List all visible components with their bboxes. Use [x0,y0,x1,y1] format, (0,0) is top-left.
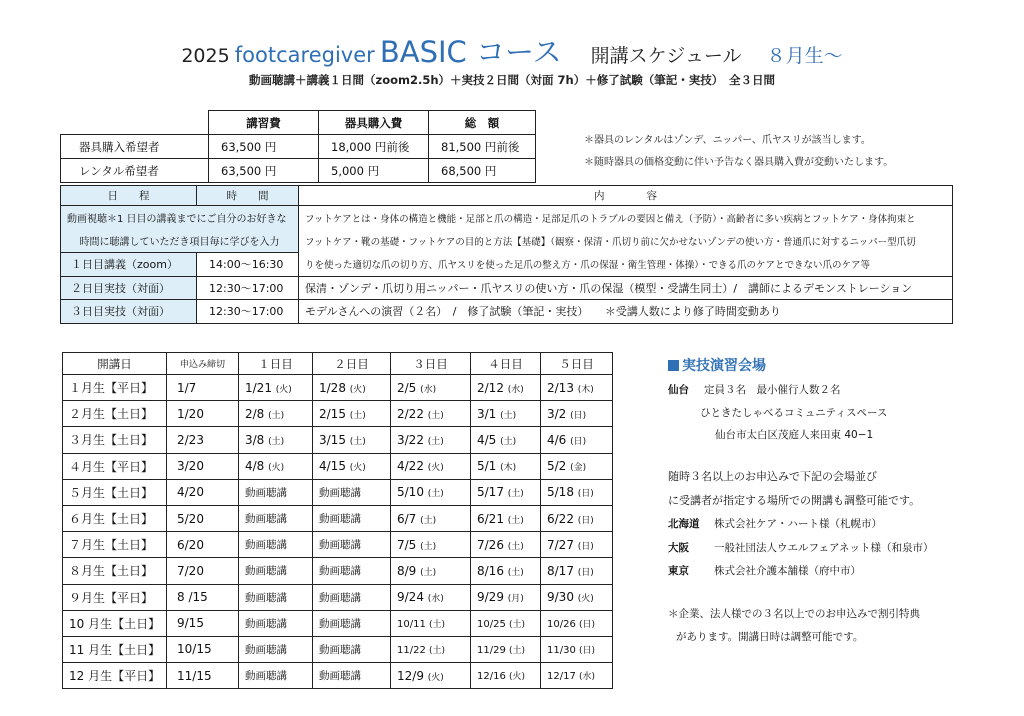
calendar-row [63,453,613,479]
calendar-weekday: (土) [500,410,517,421]
calendar-online-cell: 動画聴講 [313,610,391,636]
price-row [61,135,536,159]
calendar-online-cell: 動画聴講 [313,558,391,584]
day1-time: 14:00〜16:30 [197,253,299,277]
calendar-row [63,505,613,531]
calendar-generation: ７月生【土日】 [63,532,167,558]
calendar-weekday: (木) [577,384,594,395]
calendar-date: 2/15 [319,406,346,421]
calendar-weekday: (日) [577,541,594,552]
calendar-date-cell [239,375,313,401]
calendar-date-cell [313,401,391,427]
calendar-online-cell: 動画聴講 [239,505,313,531]
place-hokkaido [668,516,882,531]
calendar-header-day1: １日目 [239,353,313,375]
calendar-generation: ９月生【平日】 [63,584,167,610]
calendar-weekday: (土) [500,436,517,447]
calendar-header-start: 開講日 [63,353,167,375]
calendar-date-cell [391,558,471,584]
calendar-date-cell [391,584,471,610]
calendar-generation: 11 月生【土日】 [63,636,167,662]
day2-time: 12:30〜17:00 [197,276,299,300]
calendar-deadline: 8 /15 [167,584,239,610]
place-osaka [668,540,934,555]
extra-note-line1: 随時３名以上のお申込みで下記の会場並び [668,470,877,483]
calendar-date-cell [471,636,541,662]
calendar-weekday: (土) [507,541,524,552]
calendar-online-cell: 動画聴講 [239,479,313,505]
calendar-date-cell [391,375,471,401]
calendar-date-cell [391,636,471,662]
content-line: フットケア・靴の基礎・フットケアの目的と方法【基礎】（観察・保清・爪切り前に欠かせないゾンデの使い方・普通爪に対するニッパー型爪切 [299,229,953,253]
calendar-date-cell [313,375,391,401]
calendar-date-cell [471,584,541,610]
calendar-generation: ４月生【平日】 [63,453,167,479]
calendar-deadline: 9/15 [167,610,239,636]
price-note: ＊随時器具の価格変動に伴い予告なく器具購入費が変動いたします。 [584,157,894,168]
calendar-weekday: (土) [427,489,444,500]
calendar-date: 3/22 [397,432,424,447]
calendar-date: 4/22 [397,459,424,474]
calendar-date: 3/15 [319,432,346,447]
calendar-generation: 12 月生【平日】 [63,663,167,689]
schedule-table [60,185,953,324]
calendar-date: 8/9 [397,563,417,578]
calendar-row [63,532,613,558]
sendai-address: 仙台市太白区茂庭人来田東 40−1 [715,429,874,441]
calendar-date-cell [541,401,613,427]
calendar-weekday: (土) [268,436,285,447]
price-row-total: 68,500 円 [429,159,536,183]
calendar-weekday: (火) [427,672,444,683]
calendar-date: 11/22 [397,644,426,656]
calendar-weekday: (土) [507,567,524,578]
calendar-date: 3/8 [245,432,265,447]
calendar-date: 2/22 [397,406,424,421]
calendar-date: 2/8 [245,406,265,421]
price-row-fee: 63,500 円 [209,135,319,159]
sendai-city: 仙台 [668,384,689,396]
calendar-weekday: (日) [577,515,594,526]
place-city: 東京 [668,565,689,577]
calendar-date: 8/16 [477,563,504,578]
calendar-date: 9/30 [547,590,574,605]
calendar-weekday: (火) [427,463,444,474]
place-name: 株式会社介護本舗様（府中市） [714,565,861,577]
calendar-date: 9/24 [397,590,424,605]
calendar-date: 2/13 [547,380,574,395]
title-course: BASIC コース [379,35,562,69]
corporate-note-line2: があります。開講日時は調整可能です。 [676,631,864,643]
calendar-row [63,584,613,610]
calendar-weekday: (日) [577,567,594,578]
calendar-weekday: (火) [509,672,526,683]
calendar-weekday: (水) [579,672,596,683]
calendar-date: 6/22 [547,511,574,526]
calendar-date-cell [471,479,541,505]
venue-heading-text: 実技演習会場 [682,358,766,374]
calendar-date: 10/25 [477,618,506,630]
calendar-weekday: (土) [349,410,366,421]
calendar-weekday: (火) [275,384,292,395]
calendar-date: 1/21 [245,380,272,395]
calendar-date: 2/5 [397,380,417,395]
title-year: 2025 [181,45,230,67]
calendar-weekday: (土) [427,436,444,447]
calendar-date-cell [471,453,541,479]
calendar-date-cell [541,505,613,531]
calendar-online-cell: 動画聴講 [313,663,391,689]
calendar-date-cell [471,375,541,401]
calendar-row [63,479,613,505]
calendar-online-cell: 動画聴講 [239,584,313,610]
price-row-total: 81,500 円前後 [429,135,536,159]
sendai-line [668,382,841,397]
title-generation: ８月生〜 [766,45,843,67]
calendar-date-cell [541,558,613,584]
price-row-equip: 5,000 円 [319,159,429,183]
calendar-weekday: (日) [570,436,587,447]
price-notes [584,130,893,174]
calendar-table [62,352,613,689]
calendar-date-cell [471,505,541,531]
calendar-date: 4/6 [547,432,567,447]
calendar-date: 5/1 [477,459,497,474]
calendar-date-cell [391,427,471,453]
calendar-weekday: (日) [579,645,596,656]
calendar-weekday: (火) [577,594,594,605]
calendar-date-cell [471,532,541,558]
calendar-date: 12/9 [397,668,424,683]
calendar-date-cell [391,401,471,427]
calendar-weekday: (土) [507,489,524,500]
calendar-date: 6/21 [477,511,504,526]
calendar-online-cell: 動画聴講 [239,532,313,558]
calendar-online-cell: 動画聴講 [313,479,391,505]
calendar-date-cell [391,663,471,689]
calendar-weekday: (土) [420,567,437,578]
price-row-equip: 18,000 円前後 [319,135,429,159]
calendar-weekday: (土) [420,541,437,552]
calendar-weekday: (土) [420,515,437,526]
calendar-generation: 10 月生【土日】 [63,610,167,636]
calendar-online-cell: 動画聴講 [313,505,391,531]
schedule-header-date: 日 程 [61,186,197,206]
calendar-deadline: 6/20 [167,532,239,558]
place-city: 大阪 [668,542,689,554]
calendar-header-deadline: 申込み締切 [167,353,239,375]
calendar-online-cell: 動画聴講 [239,663,313,689]
calendar-row [63,610,613,636]
calendar-date: 7/26 [477,537,504,552]
content-line: フットケアとは・身体の構造と機能・足部と爪の構造・足部足爪のトラブルの要因と備え（予防）・高齢者に多い疾病とフットケア・身体拘束と [299,206,953,230]
calendar-date: 5/2 [547,459,567,474]
video-note-line1: 動画視聴＊1 日目の講義までにご自分のお好きな [61,206,299,230]
calendar-date-cell [541,636,613,662]
price-header-fee: 講習費 [209,111,319,135]
calendar-date: 11/30 [547,644,576,656]
day1-label: １日目講義（zoom） [61,253,197,277]
square-bullet-icon [668,360,679,371]
calendar-row [63,401,613,427]
calendar-row [63,636,613,662]
calendar-header-day5: ５日目 [541,353,613,375]
price-table [60,110,536,183]
calendar-date: 2/12 [477,380,504,395]
calendar-date-cell [239,401,313,427]
calendar-generation: ５月生【土日】 [63,479,167,505]
calendar-date: 5/17 [477,485,504,500]
calendar-date-cell [391,453,471,479]
calendar-date: 12/16 [477,671,506,683]
calendar-date-cell [471,558,541,584]
calendar-date: 4/5 [477,432,497,447]
calendar-online-cell: 動画聴講 [239,636,313,662]
calendar-date-cell [471,427,541,453]
schedule-header-content: 内 容 [299,186,953,206]
calendar-weekday: (金) [570,463,587,474]
calendar-date: 5/18 [547,485,574,500]
place-tokyo [668,563,861,578]
calendar-date-cell [391,532,471,558]
price-row-label: レンタル希望者 [61,159,209,183]
calendar-deadline: 3/20 [167,453,239,479]
price-row-fee: 63,500 円 [209,159,319,183]
price-header-blank [61,111,209,135]
calendar-weekday: (土) [349,436,366,447]
calendar-date: 10/26 [547,618,576,630]
calendar-deadline: 4/20 [167,479,239,505]
calendar-generation: ３月生【土日】 [63,427,167,453]
calendar-weekday: (日) [577,489,594,500]
calendar-weekday: (土) [509,619,526,630]
video-note-line2: 時間に聴講していただき項目毎に学びを入力 [61,229,299,253]
schedule-header-time: 時 間 [197,186,299,206]
calendar-row [63,558,613,584]
calendar-date: 4/8 [245,459,265,474]
calendar-weekday: (月) [507,594,524,605]
day2-content: 保清・ゾンデ・爪切り用ニッパー・爪ヤスリの使い方・爪の保湿（模型・受講生同士）/ 講師によるデモンストレーション [299,276,953,300]
calendar-date-cell [239,427,313,453]
calendar-deadline: 10/15 [167,636,239,662]
calendar-weekday: (火) [349,384,366,395]
calendar-date: 11/29 [477,644,506,656]
calendar-date-cell [541,427,613,453]
extra-note-line2: に受講者が指定する場所での開講も調整可能です。 [668,494,921,507]
price-note: ＊器具のレンタルはゾンデ、ニッパー、爪ヤスリが該当します。 [584,135,871,146]
calendar-deadline: 2/23 [167,427,239,453]
calendar-date-cell [541,610,613,636]
calendar-date: 10/11 [397,618,426,630]
title-schedule: 開講スケジュール [590,45,742,67]
calendar-online-cell: 動画聴講 [239,558,313,584]
content-line: りを使った適切な爪の切り方、爪ヤスリを使った足爪の整え方・爪の保湿・衛生管理・体操）・できる爪のケアとできない爪のケア等 [299,253,953,277]
day3-content: モデルさんへの演習（２名） / 修了試験（筆記・実技） ＊受講人数により修了時間変動あり [299,300,953,324]
calendar-date-cell [541,584,613,610]
price-header-equip: 器具購入費 [319,111,429,135]
calendar-online-cell: 動画聴講 [313,636,391,662]
calendar-header-day4: ４日目 [471,353,541,375]
place-name: 株式会社ケア・ハート様（札幌市） [714,518,882,530]
calendar-deadline: 7/20 [167,558,239,584]
venue-heading [668,355,766,375]
calendar-weekday: (土) [427,410,444,421]
calendar-weekday: (土) [509,645,526,656]
calendar-weekday: (日) [579,619,596,630]
calendar-date: 7/5 [397,537,417,552]
title-brand: footcaregiver [234,43,375,67]
calendar-row [63,427,613,453]
calendar-date: 4/15 [319,459,346,474]
calendar-generation: １月生【平日】 [63,375,167,401]
calendar-date: 12/17 [547,671,576,683]
calendar-weekday: (水) [427,594,444,605]
calendar-date: 7/27 [547,537,574,552]
calendar-date-cell [471,610,541,636]
calendar-date-cell [391,479,471,505]
calendar-row [63,663,613,689]
calendar-generation: ６月生【土日】 [63,505,167,531]
price-row [61,159,536,183]
calendar-weekday: (木) [500,463,517,474]
calendar-weekday: (土) [507,515,524,526]
calendar-date-cell [541,532,613,558]
calendar-date: 3/2 [547,406,567,421]
calendar-generation: ８月生【土日】 [63,558,167,584]
calendar-header-day3: ３日目 [391,353,471,375]
day3-label: ３日目実技（対面） [61,300,197,324]
calendar-weekday: (日) [570,410,587,421]
calendar-date-cell [391,610,471,636]
sendai-capacity: 定員３名 最小催行人数２名 [704,384,841,396]
calendar-deadline: 1/7 [167,375,239,401]
calendar-date-cell [313,427,391,453]
calendar-header-day2: ２日目 [313,353,391,375]
place-city: 北海道 [668,518,700,530]
day2-label: ２日目実技（対面） [61,276,197,300]
calendar-deadline: 11/15 [167,663,239,689]
calendar-date: 5/10 [397,485,424,500]
calendar-date-cell [541,479,613,505]
calendar-date: 8/17 [547,563,574,578]
calendar-online-cell: 動画聴講 [313,532,391,558]
calendar-date-cell [541,663,613,689]
page-title [0,30,1024,71]
price-header-total: 総 額 [429,111,536,135]
calendar-weekday: (水) [507,384,524,395]
corporate-note-line1: ＊企業、法人様での３名以上でのお申込みで割引特典 [668,608,920,620]
calendar-deadline: 1/20 [167,401,239,427]
calendar-date: 6/7 [397,511,417,526]
calendar-weekday: (火) [268,463,285,474]
calendar-date: 9/29 [477,590,504,605]
place-name: 一般社団法人ウエルフェアネット様（和泉市） [714,542,934,554]
price-row-label: 器具購入希望者 [61,135,209,159]
day3-time: 12:30〜17:00 [197,300,299,324]
calendar-online-cell: 動画聴講 [313,584,391,610]
calendar-date-cell [471,663,541,689]
calendar-weekday: (土) [429,619,446,630]
calendar-weekday: (火) [349,463,366,474]
calendar-date: 3/1 [477,406,497,421]
calendar-weekday: (土) [268,410,285,421]
calendar-date-cell [541,375,613,401]
calendar-row [63,375,613,401]
calendar-deadline: 5/20 [167,505,239,531]
calendar-generation: ２月生【土日】 [63,401,167,427]
calendar-date-cell [391,505,471,531]
calendar-date-cell [313,453,391,479]
calendar-date-cell [471,401,541,427]
calendar-date-cell [541,453,613,479]
sendai-venue-name: ひときたしゃべるコミュニティスペース [700,407,888,419]
page-subtitle: 動画聴講＋講義１日間（zoom2.5h）＋実技２日間（対面 7h）＋修了試験（筆記・実技） 全３日間 [249,73,775,87]
calendar-date-cell [239,453,313,479]
calendar-weekday: (土) [429,645,446,656]
calendar-weekday: (水) [420,384,437,395]
calendar-date: 1/28 [319,380,346,395]
calendar-online-cell: 動画聴講 [239,610,313,636]
